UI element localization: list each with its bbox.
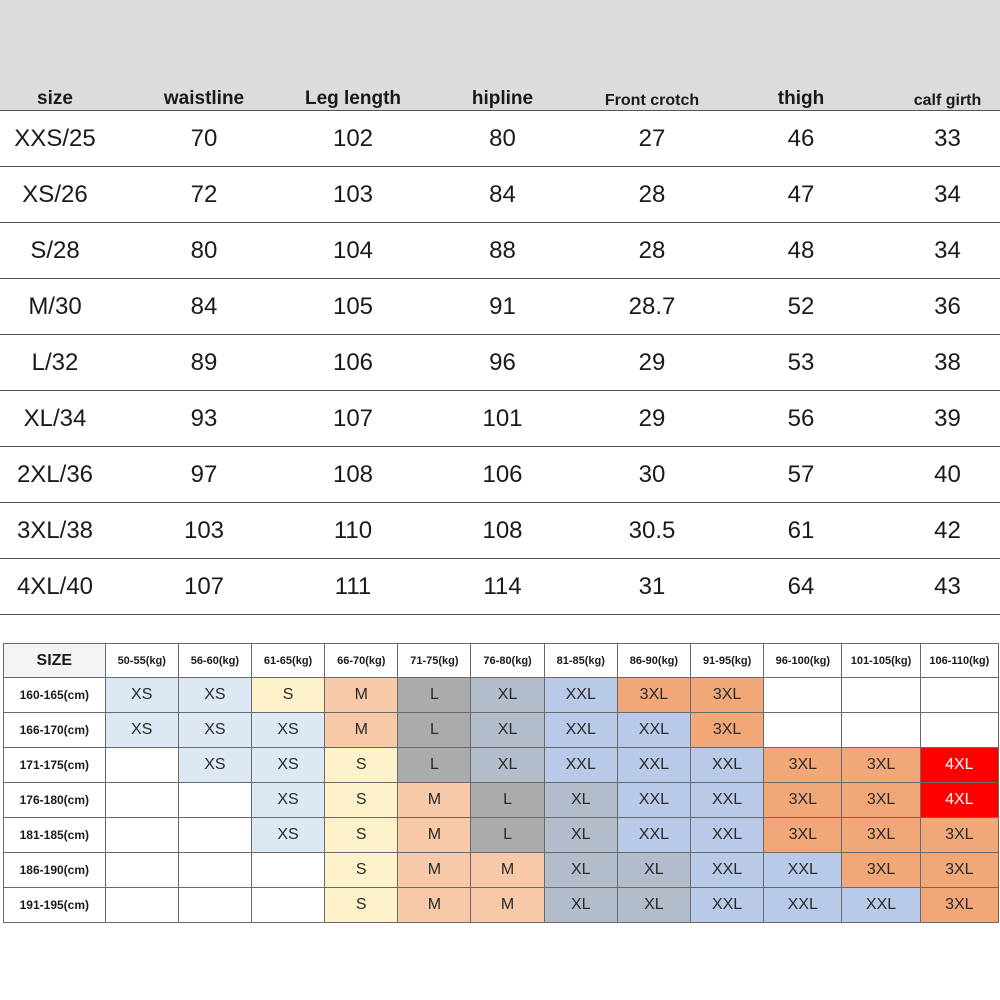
size-cell: XL: [471, 713, 544, 748]
size-cell: M: [471, 853, 544, 888]
measurement-header-row: [0, 82, 1000, 111]
size-cell: 4XL: [920, 748, 998, 783]
measurement-cell: 114: [408, 559, 597, 615]
weight-header: 86-90(kg): [617, 644, 690, 678]
size-cell: [105, 818, 178, 853]
size-cell: XXL: [691, 783, 764, 818]
measurement-cell: 48: [707, 223, 895, 279]
measurement-cell: 107: [298, 391, 408, 447]
measurement-cell: 91: [408, 279, 597, 335]
measurement-cell: 56: [707, 391, 895, 447]
measurement-cell: 28: [597, 223, 707, 279]
size-cell: XL: [471, 748, 544, 783]
col-header-calf-girth: calf girth: [895, 82, 1000, 111]
size-cell: 3XL: [842, 783, 920, 818]
size-cell: 3XL: [691, 713, 764, 748]
measurement-cell: 57: [707, 447, 895, 503]
size-cell: [842, 713, 920, 748]
size-cell: [764, 678, 842, 713]
size-recommendation-chart: [3, 643, 999, 923]
weight-header: 61-65(kg): [251, 644, 324, 678]
measurement-cell: 70: [110, 111, 298, 167]
measurement-cell: 31: [597, 559, 707, 615]
weight-header: 96-100(kg): [764, 644, 842, 678]
size-cell: [251, 888, 324, 923]
header-band: [0, 0, 1000, 82]
col-header-waistline: waistline: [110, 82, 298, 111]
measurement-cell: 97: [110, 447, 298, 503]
measurement-row: [0, 559, 1000, 615]
measurement-cell: 105: [298, 279, 408, 335]
size-label-cell: 4XL/40: [0, 559, 110, 615]
size-cell: M: [471, 888, 544, 923]
size-cell: M: [398, 783, 471, 818]
height-label: 166-170(cm): [4, 713, 106, 748]
weight-header: 101-105(kg): [842, 644, 920, 678]
measurement-cell: 72: [110, 167, 298, 223]
weight-header: 56-60(kg): [178, 644, 251, 678]
measurement-cell: 27: [597, 111, 707, 167]
weight-header: 81-85(kg): [544, 644, 617, 678]
size-cell: 3XL: [842, 818, 920, 853]
size-cell: 3XL: [617, 678, 690, 713]
size-cell: [105, 888, 178, 923]
measurement-cell: 84: [408, 167, 597, 223]
measurement-cell: 108: [298, 447, 408, 503]
measurement-cell: 84: [110, 279, 298, 335]
size-cell: 3XL: [920, 853, 998, 888]
size-cell: [251, 853, 324, 888]
measurement-cell: 39: [895, 391, 1000, 447]
size-cell: XS: [251, 748, 324, 783]
size-cell: XXL: [617, 783, 690, 818]
measurement-cell: 111: [298, 559, 408, 615]
size-cell: 3XL: [842, 853, 920, 888]
measurement-cell: 106: [408, 447, 597, 503]
col-header-leg-length: Leg length: [298, 82, 408, 111]
height-row: [4, 783, 999, 818]
measurement-row: [0, 111, 1000, 167]
size-cell: S: [325, 888, 398, 923]
size-cell: [178, 818, 251, 853]
measurement-cell: 102: [298, 111, 408, 167]
measurement-cell: 64: [707, 559, 895, 615]
size-label-cell: XXS/25: [0, 111, 110, 167]
measurement-row: [0, 503, 1000, 559]
size-cell: M: [325, 678, 398, 713]
size-cell: XXL: [691, 853, 764, 888]
size-cell: 3XL: [764, 818, 842, 853]
size-cell: S: [325, 853, 398, 888]
measurement-cell: 30: [597, 447, 707, 503]
measurement-cell: 88: [408, 223, 597, 279]
size-cell: [842, 678, 920, 713]
size-cell: XL: [617, 888, 690, 923]
measurement-row: [0, 223, 1000, 279]
size-cell: [920, 713, 998, 748]
weight-header: 76-80(kg): [471, 644, 544, 678]
measurement-cell: 34: [895, 223, 1000, 279]
measurement-cell: 80: [408, 111, 597, 167]
size-cell: XS: [178, 713, 251, 748]
size-cell: L: [398, 713, 471, 748]
size-cell: XXL: [617, 713, 690, 748]
measurement-cell: 36: [895, 279, 1000, 335]
size-cell: S: [251, 678, 324, 713]
measurement-cell: 47: [707, 167, 895, 223]
size-cell: XXL: [691, 818, 764, 853]
height-label: 176-180(cm): [4, 783, 106, 818]
measurement-cell: 110: [298, 503, 408, 559]
size-cell: 3XL: [764, 748, 842, 783]
measurement-cell: 108: [408, 503, 597, 559]
size-cell: XL: [544, 888, 617, 923]
size-label-cell: 3XL/38: [0, 503, 110, 559]
height-label: 191-195(cm): [4, 888, 106, 923]
size-cell: [920, 678, 998, 713]
measurement-cell: 103: [298, 167, 408, 223]
size-cell: XL: [617, 853, 690, 888]
size-cell: 3XL: [920, 818, 998, 853]
measurement-row: [0, 279, 1000, 335]
size-cell: XXL: [691, 888, 764, 923]
size-cell: XXL: [617, 748, 690, 783]
weight-header: 66-70(kg): [325, 644, 398, 678]
measurement-cell: 30.5: [597, 503, 707, 559]
measurement-cell: 103: [110, 503, 298, 559]
measurement-table: [0, 82, 1000, 615]
size-cell: S: [325, 748, 398, 783]
col-header-hipline: hipline: [408, 82, 597, 111]
measurement-row: [0, 391, 1000, 447]
size-cell: [105, 783, 178, 818]
height-row: [4, 818, 999, 853]
size-cell: M: [398, 888, 471, 923]
measurement-cell: 52: [707, 279, 895, 335]
size-cell: XS: [178, 678, 251, 713]
size-cell: L: [471, 818, 544, 853]
size-cell: XXL: [544, 678, 617, 713]
size-cell: S: [325, 783, 398, 818]
size-label-cell: M/30: [0, 279, 110, 335]
size-cell: XXL: [691, 748, 764, 783]
size-cell: XXL: [764, 853, 842, 888]
measurement-row: [0, 167, 1000, 223]
measurement-cell: 53: [707, 335, 895, 391]
measurement-cell: 42: [895, 503, 1000, 559]
measurement-cell: 34: [895, 167, 1000, 223]
size-cell: XXL: [544, 748, 617, 783]
size-cell: [178, 783, 251, 818]
measurement-cell: 38: [895, 335, 1000, 391]
height-label: 186-190(cm): [4, 853, 106, 888]
size-cell: L: [471, 783, 544, 818]
height-label: 181-185(cm): [4, 818, 106, 853]
measurement-cell: 101: [408, 391, 597, 447]
size-cell: XS: [251, 783, 324, 818]
measurement-cell: 104: [298, 223, 408, 279]
weight-header: 91-95(kg): [691, 644, 764, 678]
measurement-cell: 40: [895, 447, 1000, 503]
height-row: [4, 713, 999, 748]
size-cell: XL: [544, 853, 617, 888]
height-row: [4, 888, 999, 923]
height-row: [4, 853, 999, 888]
size-cell: [178, 888, 251, 923]
size-cell: 3XL: [764, 783, 842, 818]
height-label: 171-175(cm): [4, 748, 106, 783]
measurement-cell: 33: [895, 111, 1000, 167]
size-cell: 4XL: [920, 783, 998, 818]
measurement-cell: 80: [110, 223, 298, 279]
size-cell: 3XL: [842, 748, 920, 783]
size-cell: XL: [544, 783, 617, 818]
size-cell: M: [398, 818, 471, 853]
measurement-cell: 89: [110, 335, 298, 391]
size-label-cell: XS/26: [0, 167, 110, 223]
size-cell: XL: [544, 818, 617, 853]
measurement-cell: 28: [597, 167, 707, 223]
measurement-cell: 29: [597, 391, 707, 447]
size-cell: XXL: [544, 713, 617, 748]
weight-header-row: [4, 644, 999, 678]
measurement-cell: 61: [707, 503, 895, 559]
size-label-cell: 2XL/36: [0, 447, 110, 503]
size-cell: M: [325, 713, 398, 748]
weight-header: 106-110(kg): [920, 644, 998, 678]
col-header-size: size: [0, 82, 110, 111]
height-row: [4, 678, 999, 713]
measurement-row: [0, 447, 1000, 503]
col-header-thigh: thigh: [707, 82, 895, 111]
measurement-cell: 107: [110, 559, 298, 615]
size-label-cell: L/32: [0, 335, 110, 391]
measurement-cell: 106: [298, 335, 408, 391]
measurement-cell: 93: [110, 391, 298, 447]
measurement-cell: 29: [597, 335, 707, 391]
size-cell: L: [398, 748, 471, 783]
measurement-cell: 46: [707, 111, 895, 167]
size-cell: [764, 713, 842, 748]
size-cell: XS: [178, 748, 251, 783]
size-cell: M: [398, 853, 471, 888]
size-cell: L: [398, 678, 471, 713]
size-cell: XL: [471, 678, 544, 713]
height-label: 160-165(cm): [4, 678, 106, 713]
size-cell: XXL: [617, 818, 690, 853]
size-cell: XXL: [764, 888, 842, 923]
size-cell: XS: [251, 818, 324, 853]
size-cell: [178, 853, 251, 888]
size-cell: S: [325, 818, 398, 853]
size-cell: [105, 853, 178, 888]
size-cell: 3XL: [691, 678, 764, 713]
size-cell: XS: [105, 678, 178, 713]
measurement-cell: 28.7: [597, 279, 707, 335]
size-cell: [105, 748, 178, 783]
measurement-cell: 96: [408, 335, 597, 391]
measurement-row: [0, 335, 1000, 391]
col-header-front-crotch: Front crotch: [597, 82, 707, 111]
height-row: [4, 748, 999, 783]
size-label-cell: XL/34: [0, 391, 110, 447]
weight-header: 50-55(kg): [105, 644, 178, 678]
size-corner-label: SIZE: [4, 644, 106, 678]
size-cell: XS: [105, 713, 178, 748]
size-cell: XS: [251, 713, 324, 748]
size-label-cell: S/28: [0, 223, 110, 279]
weight-header: 71-75(kg): [398, 644, 471, 678]
size-cell: XXL: [842, 888, 920, 923]
size-cell: 3XL: [920, 888, 998, 923]
measurement-cell: 43: [895, 559, 1000, 615]
